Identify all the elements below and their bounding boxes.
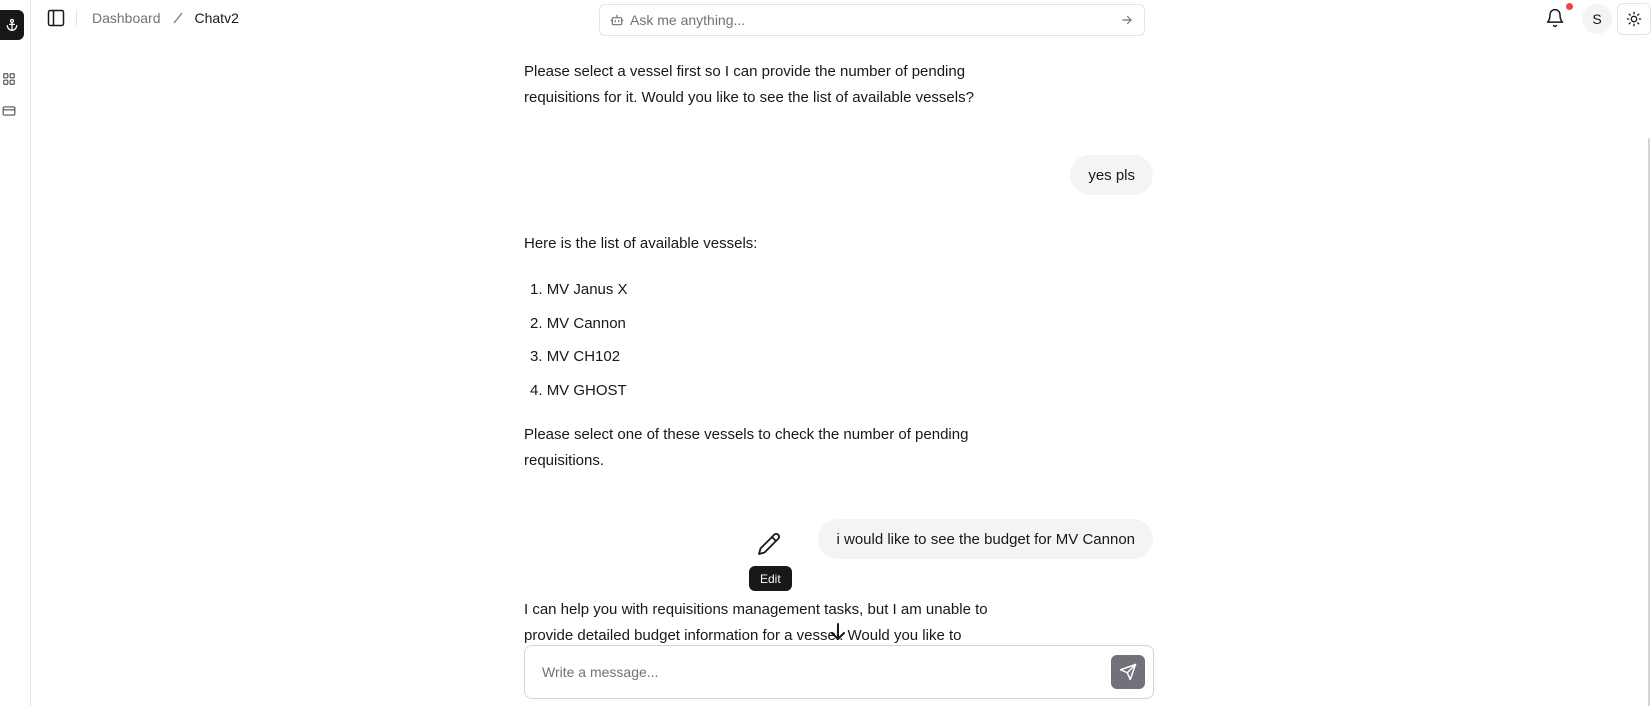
send-button[interactable] — [1111, 655, 1145, 689]
avatar[interactable]: S — [1582, 4, 1612, 34]
chat-scrollbar-thumb[interactable] — [1648, 138, 1650, 706]
message-composer[interactable] — [524, 645, 1154, 699]
list-item: 1. MV Janus X — [530, 281, 628, 298]
card-icon[interactable] — [2, 104, 16, 118]
list-item: 3. MV CH102 — [530, 348, 621, 365]
notification-dot — [1566, 3, 1573, 10]
assistant-message-intro: Here is the list of available vessels: — [524, 235, 758, 252]
send-icon — [1119, 663, 1137, 681]
sidebar-toggle-icon[interactable] — [46, 8, 66, 28]
pencil-icon[interactable] — [757, 532, 781, 556]
anchor-icon — [5, 17, 19, 33]
user-message: yes pls — [1070, 155, 1153, 195]
vessel-list — [524, 278, 628, 412]
breadcrumb-dashboard-link[interactable]: Dashboard — [92, 10, 161, 26]
top-search-bar[interactable] — [599, 4, 1145, 36]
breadcrumb — [92, 10, 239, 26]
left-rail — [0, 0, 31, 706]
list-item: 2. MV Cannon — [530, 314, 626, 332]
arrow-right-icon[interactable] — [1120, 13, 1134, 27]
assistant-message: I can help you with requisitions management tasks, but I am unable to provide detailed budget information for a vessel. Would you like to — [524, 601, 988, 644]
app-logo[interactable] — [0, 10, 24, 40]
theme-toggle-button[interactable] — [1617, 3, 1651, 35]
list-item: 4. MV GHOST — [530, 381, 627, 399]
bell-icon[interactable] — [1545, 8, 1565, 28]
user-message: i would like to see the budget for MV Cannon — [818, 519, 1153, 559]
bot-icon — [610, 13, 624, 27]
sun-icon — [1626, 11, 1642, 27]
header-divider — [76, 10, 77, 26]
edit-tooltip: Edit — [749, 566, 792, 591]
assistant-message: Please select a vessel first so I can provide the number of pending requisitions for it. Would you like to see the list of available vessels? — [524, 63, 974, 106]
breadcrumb-current: Chatv2 — [194, 10, 239, 26]
top-search-input[interactable] — [630, 12, 1120, 28]
message-input[interactable] — [542, 664, 1111, 680]
assistant-message-outro: Please select one of these vessels to check the number of pending requisitions. — [524, 426, 969, 469]
arrow-down-icon[interactable] — [826, 620, 850, 644]
dashboard-grid-icon[interactable] — [2, 72, 16, 86]
breadcrumb-slash-icon — [171, 11, 185, 25]
